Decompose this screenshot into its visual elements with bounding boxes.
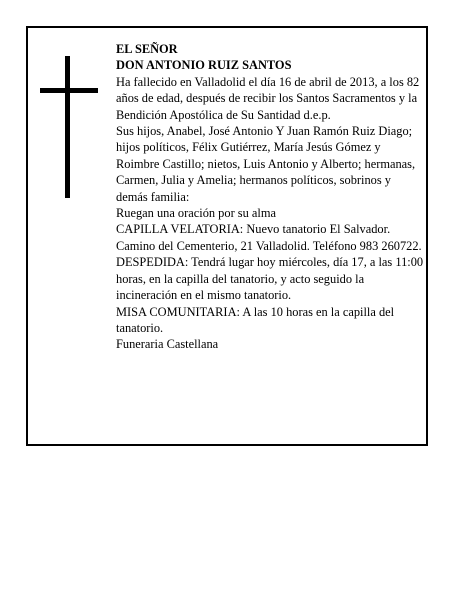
family-list: Sus hijos, Anabel, José Antonio Y Juan Ramón Ruiz Diago; hijos políticos, Félix Gutiérrez, María Jesús Gómez y Roimbre Castillo; nietos, Luis Antonio y Alberto; hermanas, Carmen, Julia y Amelia; hermanos políticos, sobrinos y demás familia: <box>116 124 416 204</box>
funeral-home-name: Funeraria Castellana <box>116 337 219 352</box>
deceased-name: DON ANTONIO RUIZ SANTOS <box>116 58 292 73</box>
title-line-1: EL SEÑOR <box>116 42 178 56</box>
farewell-info: DESPEDIDA: Tendrá lugar hoy miércoles, día 17, a las 11:00 horas, en la capilla del tanatorio, y acto seguido la incineración en el mismo tanatorio. <box>116 255 424 303</box>
death-announcement: Ha fallecido en Valladolid el día 16 de abril de 2013, a los 82 años de edad, después de recibir los Santos Sacramentos y la Bendición Apostólica de Su Santidad d.e.p. <box>116 74 420 122</box>
obituary-text <box>116 41 424 353</box>
cross-vertical-bar <box>65 56 70 198</box>
wake-chapel-info: CAPILLA VELATORIA: Nuevo tanatorio El Salvador. Camino del Cementerio, 21 Valladolid. Teléfono 983 260722. <box>116 222 422 253</box>
community-mass-info: MISA COMUNITARIA: A las 10 horas en la capilla del tanatorio. <box>116 304 395 335</box>
cross-horizontal-bar <box>40 88 98 93</box>
latin-cross-icon <box>40 56 98 198</box>
prayer-request: Ruegan una oración por su alma <box>116 206 276 221</box>
obituary-notice <box>26 26 428 446</box>
